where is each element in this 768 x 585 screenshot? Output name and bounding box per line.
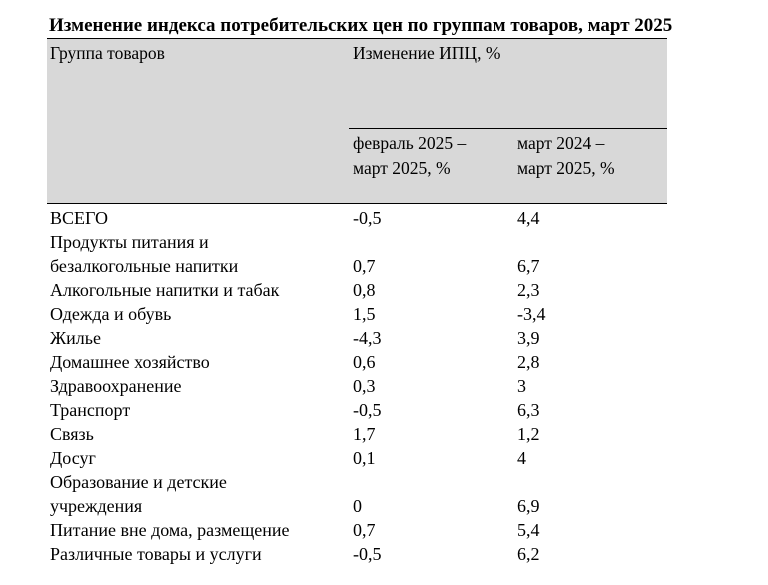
row-group-name-line: безалкогольные напитки — [50, 256, 239, 276]
row-value-month: 0,3 — [353, 376, 376, 396]
row-group-name-line: Образование и детские — [50, 472, 227, 492]
row-group-name — [50, 542, 262, 566]
row-group-name-line: Алкогольные напитки и табак — [50, 280, 280, 300]
row-group-name-line: учреждения — [50, 496, 143, 516]
row-group-name-line: Различные товары и услуги — [50, 544, 262, 564]
row-value-year: 1,2 — [517, 424, 540, 444]
row-value-month: 1,5 — [353, 304, 376, 324]
row-group-name-line: Домашнее хозяйство — [50, 352, 210, 372]
row-value-year: 3 — [517, 376, 526, 396]
table-row — [47, 446, 667, 470]
row-value-year: 2,8 — [517, 352, 540, 372]
table-title: Изменение индекса потребительских цен по группам товаров, март 2025 — [49, 15, 673, 36]
table-row — [47, 206, 667, 230]
row-value-year: 6,7 — [517, 256, 540, 276]
header-col-year: март 2024 – март 2025, % — [517, 133, 615, 178]
row-value-year: 6,2 — [517, 544, 540, 564]
row-value-month: 1,7 — [353, 424, 376, 444]
table-row — [47, 542, 667, 566]
table-row — [47, 326, 667, 350]
row-value-year: 2,3 — [517, 280, 540, 300]
header-cpi-change: Изменение ИПЦ, % — [353, 43, 501, 63]
row-group-name — [50, 326, 101, 350]
row-group-name — [50, 398, 130, 422]
row-group-name — [50, 206, 108, 230]
row-group-name — [50, 230, 238, 278]
row-value-year: -3,4 — [517, 304, 546, 324]
table-row — [47, 374, 667, 398]
row-group-name-line: Здравоохранение — [50, 376, 182, 396]
row-group-name-line: Одежда и обувь — [50, 304, 172, 324]
row-group-name-line: Питание вне дома, размещение — [50, 520, 290, 540]
row-value-year: 6,9 — [517, 496, 540, 516]
row-group-name — [50, 350, 210, 374]
table-row — [47, 518, 667, 542]
row-group-name — [50, 446, 96, 470]
row-group-name-line: Досуг — [50, 448, 96, 468]
row-group-name-line: Продукты питания и — [50, 232, 209, 252]
row-value-month: 0,7 — [353, 520, 376, 540]
row-group-name — [50, 518, 289, 542]
table-row — [47, 398, 667, 422]
row-group-name — [50, 374, 182, 398]
table-body — [47, 206, 667, 566]
row-value-month: 0,7 — [353, 256, 376, 276]
table-row — [47, 422, 667, 446]
table-row — [47, 278, 667, 302]
row-value-month: -0,5 — [353, 208, 382, 228]
row-value-year: 6,3 — [517, 400, 540, 420]
row-value-month: 0,8 — [353, 280, 376, 300]
row-group-name-line: Связь — [50, 424, 94, 444]
row-group-name-line: ВСЕГО — [50, 208, 108, 228]
row-value-year: 3,9 — [517, 328, 540, 348]
table-header — [47, 38, 667, 204]
row-group-name-line: Жилье — [50, 328, 101, 348]
table-row — [47, 350, 667, 374]
row-value-year: 4,4 — [517, 208, 540, 228]
row-group-name — [50, 470, 227, 518]
row-value-year: 5,4 — [517, 520, 540, 540]
row-group-name — [50, 302, 171, 326]
row-value-month: 0 — [353, 496, 362, 516]
row-value-month: -0,5 — [353, 400, 382, 420]
table-row — [47, 230, 667, 278]
header-group: Группа товаров — [50, 43, 165, 63]
row-value-month: 0,1 — [353, 448, 376, 468]
row-value-month: 0,6 — [353, 352, 376, 372]
row-group-name-line: Транспорт — [50, 400, 131, 420]
row-group-name — [50, 278, 279, 302]
row-value-month: -0,5 — [353, 544, 382, 564]
row-group-name — [50, 422, 94, 446]
table-row — [47, 470, 667, 518]
header-divider — [349, 128, 667, 129]
cpi-table — [47, 38, 667, 566]
row-value-month: -4,3 — [353, 328, 382, 348]
table-row — [47, 302, 667, 326]
row-value-year: 4 — [517, 448, 526, 468]
header-col-month: февраль 2025 – март 2025, % — [353, 133, 467, 178]
